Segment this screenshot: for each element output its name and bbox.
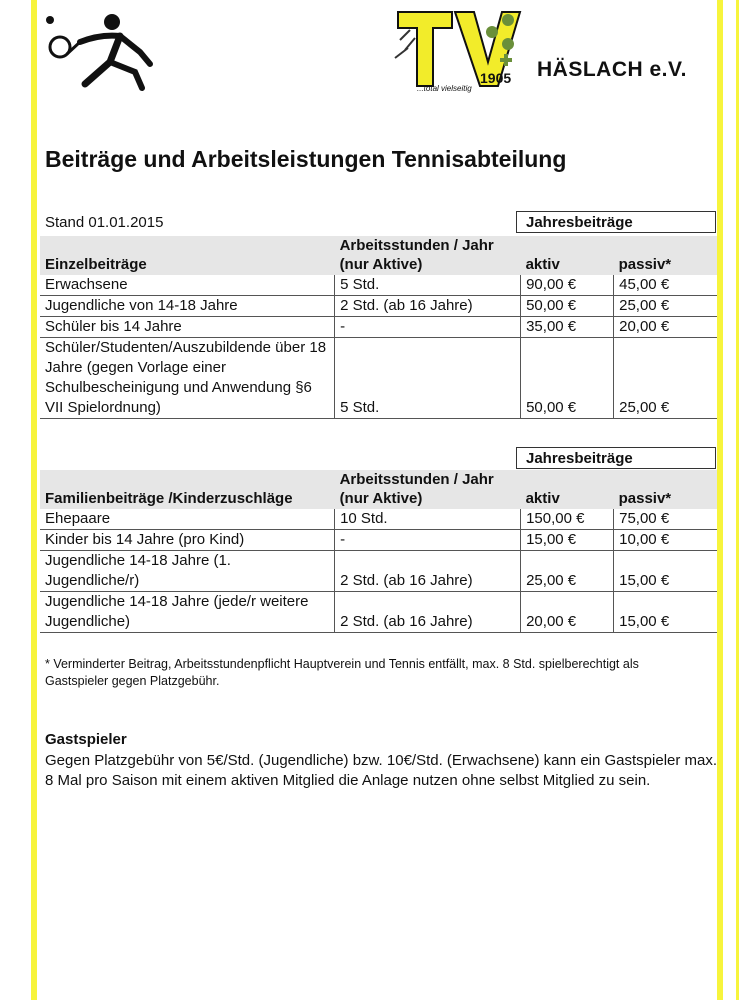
table-cell: 35,00 € <box>521 317 614 338</box>
table-cell: Kinder bis 14 Jahre (pro Kind) <box>40 530 335 551</box>
table-cell: 75,00 € <box>614 509 717 530</box>
table-cell: 2 Std. (ab 16 Jahre) <box>335 296 521 317</box>
table-cell: 2 Std. (ab 16 Jahre) <box>335 551 521 592</box>
table-row <box>40 530 717 551</box>
table-cell: 10 Std. <box>335 509 521 530</box>
table-cell: Schüler bis 14 Jahre <box>40 317 335 338</box>
table-row <box>40 317 717 338</box>
gastspieler-heading: Gastspieler <box>45 731 127 748</box>
table-cell: Schüler/Studenten/Auszubildende über 18 Jahre (gegen Vorlage einer Schulbescheinigung und Anwendung §6 VII Spielordnung) <box>40 338 335 419</box>
jahresbeitraege-header-1: Jahresbeiträge <box>516 211 716 233</box>
table-cell: - <box>335 530 521 551</box>
table-cell: 25,00 € <box>521 551 614 592</box>
einzelbeitraege-table <box>40 236 717 419</box>
table-row <box>40 592 717 633</box>
table-cell: 15,00 € <box>614 592 717 633</box>
tennis-player-icon <box>40 12 160 92</box>
column-header: Arbeitsstunden / Jahr (nur Aktive) <box>335 470 521 509</box>
column-header: aktiv <box>521 470 614 509</box>
footnote: * Verminderter Beitrag, Arbeitsstundenpflicht Hauptverein und Tennis entfällt, max. 8 Std. spielberechtigt als Gastspieler gegen Platzgebühr. <box>45 657 639 688</box>
table-row <box>40 296 717 317</box>
club-year: 1905 <box>480 70 512 86</box>
page-title: Beiträge und Arbeitsleistungen Tennisabteilung <box>45 146 567 172</box>
table-header-row <box>40 236 717 275</box>
column-header: passiv* <box>614 236 717 275</box>
table-cell: 50,00 € <box>521 338 614 419</box>
table-cell: Jugendliche 14-18 Jahre (1. Jugendliche/r) <box>40 551 335 592</box>
table-cell: 5 Std. <box>335 275 521 296</box>
table-cell: 10,00 € <box>614 530 717 551</box>
club-name: HÄSLACH e.V. <box>537 58 687 81</box>
left-yellow-border <box>31 0 37 1000</box>
table-cell: 25,00 € <box>614 296 717 317</box>
table-row <box>40 509 717 530</box>
table-cell: 20,00 € <box>521 592 614 633</box>
table-cell: Erwachsene <box>40 275 335 296</box>
column-header: aktiv <box>521 236 614 275</box>
club-tagline: ...total vielseitig <box>417 84 472 93</box>
table-cell: Ehepaare <box>40 509 335 530</box>
table-row <box>40 338 717 419</box>
table-cell: 25,00 € <box>614 338 717 419</box>
table-cell: 15,00 € <box>614 551 717 592</box>
right-yellow-border <box>717 0 723 1000</box>
column-header: passiv* <box>614 470 717 509</box>
table-row <box>40 275 717 296</box>
table-cell: 50,00 € <box>521 296 614 317</box>
column-header: Arbeitsstunden / Jahr (nur Aktive) <box>335 236 521 275</box>
table-cell: 2 Std. (ab 16 Jahre) <box>335 592 521 633</box>
stand-date: Stand 01.01.2015 <box>45 214 164 231</box>
column-header: Familienbeiträge /Kinderzuschläge <box>40 470 335 509</box>
right-yellow-border-outer <box>736 0 739 1000</box>
table-row <box>40 551 717 592</box>
table-cell: 45,00 € <box>614 275 717 296</box>
table-cell: 5 Std. <box>335 338 521 419</box>
table-cell: - <box>335 317 521 338</box>
table-header-row <box>40 470 717 509</box>
table-cell: 15,00 € <box>521 530 614 551</box>
table-cell: Jugendliche 14-18 Jahre (jede/r weitere Jugendliche) <box>40 592 335 633</box>
familienbeitraege-table <box>40 470 717 633</box>
jahresbeitraege-header-2: Jahresbeiträge <box>516 447 716 469</box>
table-cell: 90,00 € <box>521 275 614 296</box>
table-cell: 20,00 € <box>614 317 717 338</box>
gastspieler-text: Gegen Platzgebühr von 5€/Std. (Jugendliche) bzw. 10€/Std. (Erwachsene) kann ein Gastspieler max. 8 Mal pro Saison mit einem aktiven Mitglied die Anlage nutzen ohne selbst Mitglied zu sein. <box>45 752 718 789</box>
column-header: Einzelbeiträge <box>40 236 335 275</box>
table-cell: Jugendliche von 14-18 Jahre <box>40 296 335 317</box>
table-cell: 150,00 € <box>521 509 614 530</box>
